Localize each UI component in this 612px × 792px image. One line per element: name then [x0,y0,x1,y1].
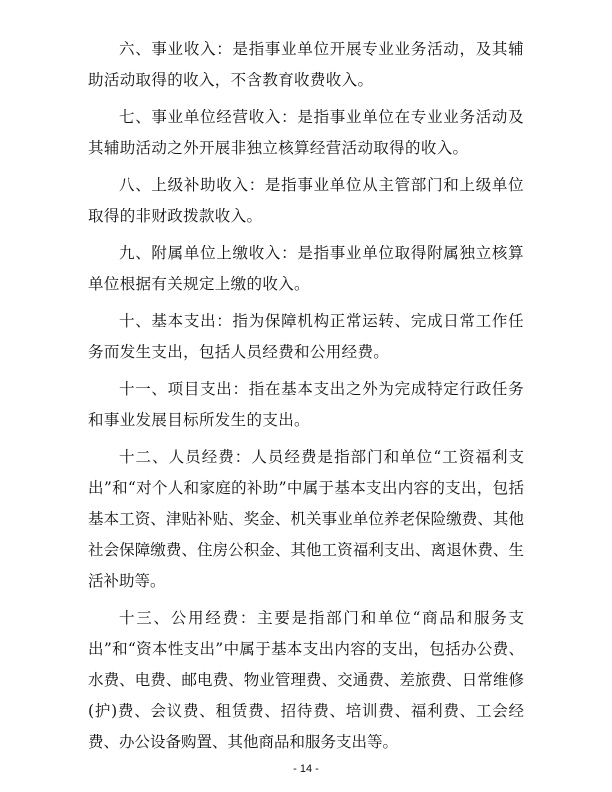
paragraph-public-expenses: 十三、公用经费：主要是指部门和单位“商品和服务支出”和“资本性支出”中属于基本支出内容的支出，包括办公费、水费、电费、邮电费、物业管理费、交通费、差旅费、日常维修(护)费、会议费、租赁费、招待费、培训费、福利费、工会经费、办公设备购置、其他商品和服务支出等。 [88,609,524,751]
paragraph-personnel-expenses: 十二、人员经费：人员经费是指部门和单位“工资福利支出”和“对个人和家庭的补助”中属于基本支出内容的支出，包括基本工资、津贴补贴、奖金、机关事业单位养老保险缴费、其他社会保障缴费、住房公积金、其他工资福利支出、离退休费、生活补助等。 [88,448,524,590]
paragraph-operating-income: 七、事业单位经营收入：是指事业单位在专业业务活动及其辅助活动之外开展非独立核算经营活动取得的收入。 [88,108,524,157]
paragraph-affiliate-income: 九、附属单位上缴收入：是指事业单位取得附属独立核算单位根据有关规定上缴的收入。 [88,244,524,293]
paragraph-project-expenditure: 十一、项目支出：指在基本支出之外为完成特定行政任务和事业发展目标所发生的支出。 [88,380,524,429]
paragraph-basic-expenditure: 十、基本支出：指为保障机构正常运转、完成日常工作任务而发生支出，包括人员经费和公用经费。 [88,312,524,361]
paragraph-business-income: 六、事业收入：是指事业单位开展专业业务活动，及其辅助活动取得的收入，不含教育收费收入。 [88,40,524,89]
paragraph-superior-subsidy: 八、上级补助收入：是指事业单位从主管部门和上级单位取得的非财政拨款收入。 [88,176,524,225]
page-number: - 14 - [293,763,319,775]
document-body [88,34,524,764]
